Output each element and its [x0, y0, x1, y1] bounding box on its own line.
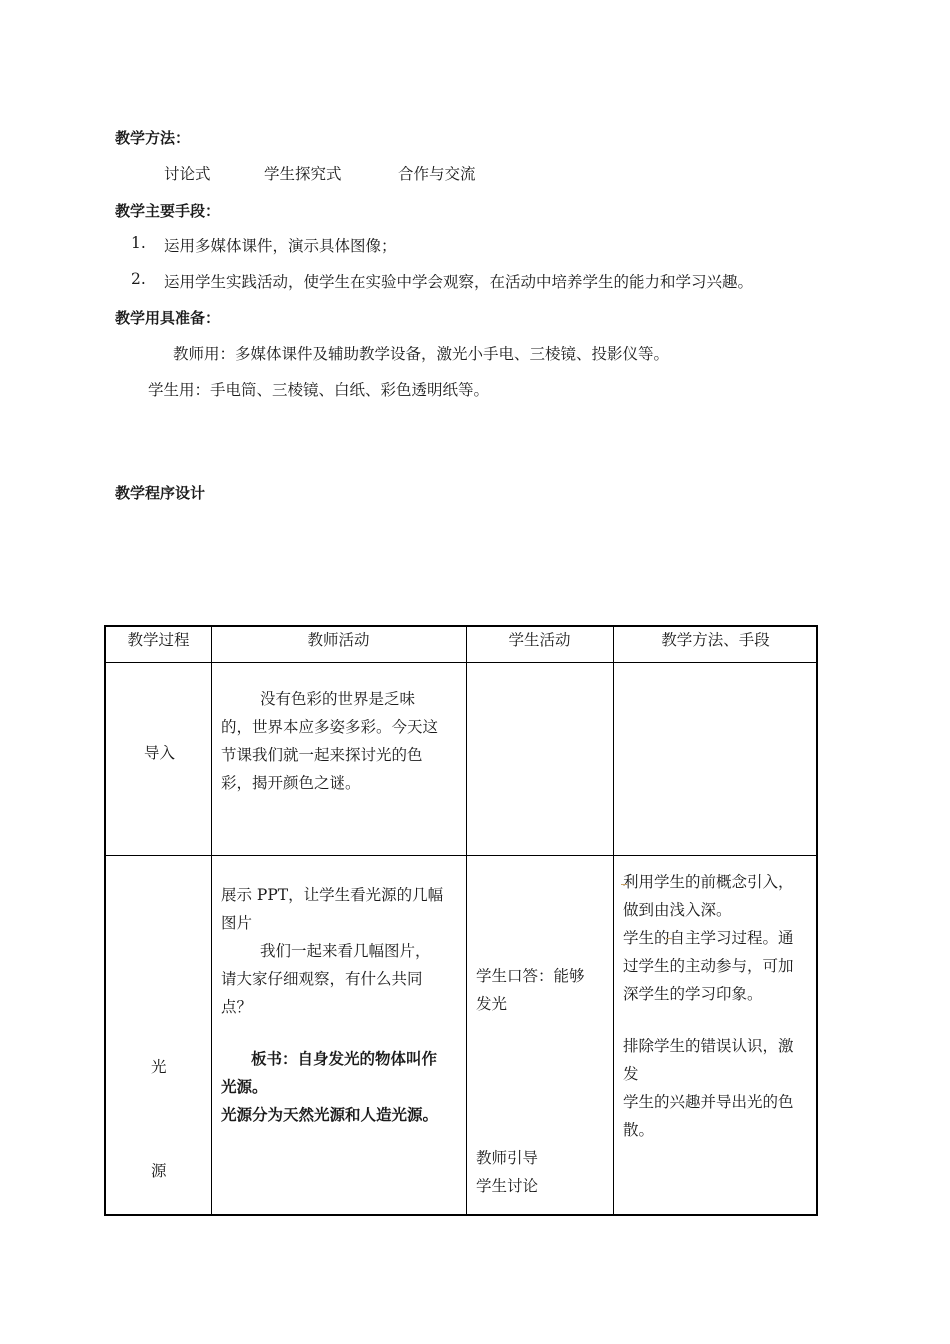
method-line: 学生的自主学习过程。通: [623, 929, 794, 947]
teacher-tools: 教师用：多媒体课件及辅助教学设备，激光小手电、三棱镜、投影仪等。: [173, 345, 670, 363]
header-student-activity: 学生活动: [508, 631, 571, 649]
method-line: 发: [623, 1065, 639, 1083]
blackboard-note: 光源分为天然光源和人造光源。: [221, 1105, 439, 1124]
blackboard-note: 板书：自身发光的物体叫作: [251, 1049, 438, 1068]
teacher-activity-line: 节课我们就一起来探讨光的色: [221, 746, 423, 764]
method-line: 深学生的学习印象。: [623, 985, 763, 1003]
teacher-activity-line: 点？: [221, 998, 253, 1016]
process-light-source-bottom: 源: [151, 1162, 167, 1180]
method-line: 散。: [623, 1121, 655, 1139]
teacher-activity-line: 图片: [221, 914, 253, 932]
process-light-source-top: 光: [151, 1058, 167, 1076]
edit-mark: [666, 935, 672, 939]
program-design-heading: 教学程序设计: [115, 484, 206, 502]
teacher-activity-line: 请大家仔细观察，有什么共同: [221, 970, 423, 988]
table-row-divider: [106, 855, 816, 856]
teacher-activity-line: 我们一起来看几幅图片，: [260, 942, 431, 960]
header-method: 教学方法、手段: [661, 631, 770, 649]
means-item: 运用多媒体课件，演示具体图像；: [164, 237, 397, 255]
student-activity-line: 教师引导: [476, 1149, 539, 1167]
method-item: 合作与交流: [398, 165, 476, 183]
table-column-divider: [211, 627, 212, 1214]
blackboard-note: 光源。: [221, 1077, 268, 1096]
teacher-activity-line: 的，世界本应多姿多彩。今天这: [221, 718, 439, 736]
method-line: 排除学生的错误认识，激: [623, 1037, 794, 1055]
method-line: 学生的兴趣并导出光的色: [623, 1093, 794, 1111]
method-line: 利用学生的前概念引入，: [623, 873, 794, 891]
teacher-activity-line: 展示 PPT，让学生看光源的几幅: [221, 886, 444, 904]
student-activity-line: 学生口答：能够: [476, 967, 585, 985]
teaching-method-heading: 教学方法：: [115, 129, 191, 147]
student-activity-line: 学生讨论: [476, 1177, 539, 1195]
means-number: 1.: [131, 234, 146, 252]
student-activity-line: 发光: [476, 995, 508, 1013]
method-line: 做到由浅入深。: [623, 901, 732, 919]
teacher-activity-line: 没有色彩的世界是乏味: [260, 690, 416, 708]
header-teacher-activity: 教师活动: [307, 631, 370, 649]
method-item: 讨论式: [164, 165, 211, 183]
table-column-divider: [466, 627, 467, 1214]
lesson-table: [104, 625, 818, 1216]
edit-mark: [621, 881, 627, 885]
means-item: 运用学生实践活动，使学生在实验中学会观察，在活动中培养学生的能力和学习兴趣。: [164, 273, 754, 291]
student-tools: 学生用：手电筒、三棱镜、白纸、彩色透明纸等。: [148, 381, 490, 399]
teaching-means-heading: 教学主要手段：: [115, 202, 221, 220]
teaching-tools-heading: 教学用具准备：: [115, 309, 221, 327]
table-column-divider: [613, 627, 614, 1214]
means-number: 2.: [131, 270, 146, 288]
method-line: 过学生的主动参与，可加: [623, 957, 794, 975]
teacher-activity-line: 彩，揭开颜色之谜。: [221, 774, 361, 792]
header-process: 教学过程: [127, 631, 190, 649]
process-intro: 导入: [144, 744, 176, 762]
method-item: 学生探究式: [264, 165, 342, 183]
